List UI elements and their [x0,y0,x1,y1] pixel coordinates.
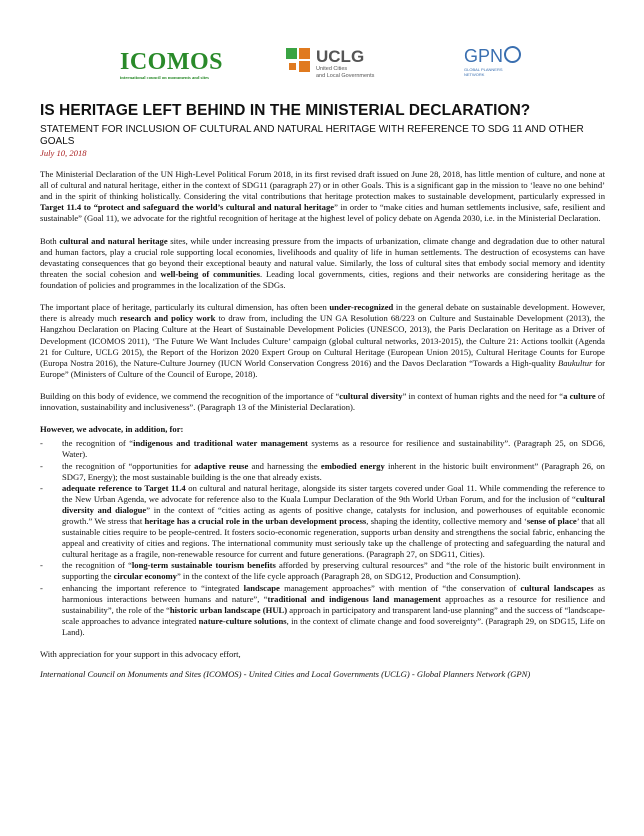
list-item: - the recognition of “opportunities for adaptive reuse and harnessing the embodied energy inherent in the historic built environment” (Paragraph 26, on SDG7, Energy); the most sustainable building is the one that already exists. [40,460,605,482]
paragraph-research: The important place of heritage, particularly its cultural dimension, has often been under-recognized in the general debate on sustainable development. However, there is already much research and policy work to draw from, including the UN GA Resolution 68/223 on Culture and Sustainable Development (2013), the Hangzhou Declaration on Placing Culture at the Heart of Sustainable Development Policies (UNESCO, 2013), the Paris Declaration on Heritage as a Driver of Development (ICOMOS 2011), ‘The Future We Want Includes Culture’ campaign (global cultural networks, 2013-2015), the Culture 21: Actions toolkit (Agenda 21 for Culture, UCLG 2015), the Report of the Horizon 2020 Expert Group on Cultural Heritage (European Union 2015), Cultural Heritage Counts for Europe (Europa Nostra 2016), the Nature-Culture Journey (IUCN World Conservation Congress 2016) and the Davos Declaration “Towards a High-quality Baukultur for Europe” (Ministers of Culture of the Council of Europe, 2018). [40,302,605,379]
list-item: - the recognition of “indigenous and traditional water management systems as a resource for resilience and sustainability”. (Paragraph 25, on SDG6, Water). [40,438,605,460]
icomos-logo [120,50,236,80]
list-item: - the recognition of “long-term sustainable tourism benefits afforded by preserving cultural resources” and “the role of the historic built environment in supporting the circular economy” in the context of the life cycle approach (Paragraph 28, on SDG12, Production and Consumption). [40,560,605,582]
icomos-logo-word: ICOMOS [120,49,224,75]
paragraph-heritage-sites: Both cultural and natural heritage sites, while under increasing pressure from the impacts of urbanization, climate change and degradation due to other natural and human factors, play a crucial role supporting local economies, livelihoods and quality of life in human settlements. The destruction of ecosystems can have devastating consequences that go beyond their exceptional beauty and natural value. Similarly, the loss of cultural sites that embody social memory and identity threaten the social cohesion and well-being of communities. Leading local governments, cities, regions and their networks are considering heritage as the foundation of policies and programmes in the localization of the SDGs. [40,235,605,291]
page-title: IS HERITAGE LEFT BEHIND IN THE MINISTERIAL DECLARATION? [40,102,531,119]
uclg-logo-tagline [316,66,386,79]
gpn-logo [464,46,524,77]
icomos-logo-tagline: international council on monuments and sites [120,75,209,80]
gpn-logo-word [464,46,524,66]
signature-line: International Council on Monuments and Sites (ICOMOS) - United Cities and Local Governments (UCLG) - Global Planners Network (GPN) [40,669,531,680]
logo-bar [0,38,644,88]
uclg-squares-icon [286,48,312,74]
globe-icon [504,46,521,63]
page-subtitle: STATEMENT FOR INCLUSION OF CULTURAL AND NATURAL HERITAGE WITH REFERENCE TO SDG 11 AND OTHER GOALS [40,124,584,147]
paragraph-intro: The Ministerial Declaration of the UN High-Level Political Forum 2018, in its first revised draft issued on June 28, 2018, has little mention of culture, and none at all of cultural and natural heritage, either in the context of SDG11 (paragraph 27) or in other Goals. This is a significant gap in the mission to ‘leave no one behind’ and in the spirit of thinking holistically. Considering the vital contributions that heritage protection makes to sustainable development, particularly expressed in Target 11.4 to “protect and safeguard the world’s cultural and natural heritage” in order to “make cities and human settlements inclusive, safe, resilient and sustainable” (Goal 11), we advocate for the rightful recognition of heritage at the highest level of policy debate on Agenda 2030, i.e. in the Ministerial Declaration. [40,169,605,224]
gpn-logo-text: GPN [464,46,504,66]
closing-line: With appreciation for your support in this advocacy effort, [40,649,241,660]
list-item: - enhancing the important reference to “integrated landscape management approaches” with mention of “the conservation of cultural landscapes as harmonious interactions between humans and nature”, “traditional and indigenous land management approaches as a resource for resilience and sustainability”, the role of the “historic urban landscape (HUL) approach in participatory and transparent land-use planning” and the success of “landscape-scale approaches to advance integrated nature-culture solutions, in the context of climate change and food sovereignty”. (Paragraph 29, on SDG15, Life on Land). [40,582,605,637]
paragraph-commend: Building on this body of evidence, we commend the recognition of the importance of “cultural diversity” in context of human rights and the need for “a culture of innovation, sustainability and inclusiveness”. (Paragraph 13 of the Ministerial Declaration). [40,390,605,413]
statement-date: July 10, 2018 [40,148,87,158]
list-item: - adequate reference to Target 11.4 on cultural and natural heritage, alongside its sister targets covered under Goal 11. While commending the reference to the New Urban Agenda, we advocate for reference also to the Kuala Lumpur Declaration of the 9th World Urban Forum, and for the inclusion of “cultural diversity and dialogue” in the context of “cities acting as agents of positive change, catalysts for inclusion, and powerhouses of equitable economic growth.” We stress that heritage has a crucial role in the urban development process, shaping the identity, collective memory and ‘sense of place’ that all sustainable cities require to be people-centred. It fosters socio-economic regeneration, supports urban density and strengthens the social fabric, enhancing the appeal and creativity of cities and regions. The international community must seriously take up the challenge of protecting and safeguarding the natural and cultural heritage as a fragile, non-renewable resource for current and future generations. (Paragraph 27, on SDG11, Cities). [40,482,606,560]
advocacy-list [40,438,605,638]
statement-document [40,102,605,680]
uclg-logo-word: UCLG [316,47,365,66]
advocate-heading: However, we advocate, in addition, for: [40,424,184,435]
uclg-tagline-line1: United Cities [316,66,348,72]
gpn-logo-tagline: GLOBAL PLANNERS NETWORK [464,67,503,77]
uclg-tagline-line2: and Local Governments [316,72,375,79]
